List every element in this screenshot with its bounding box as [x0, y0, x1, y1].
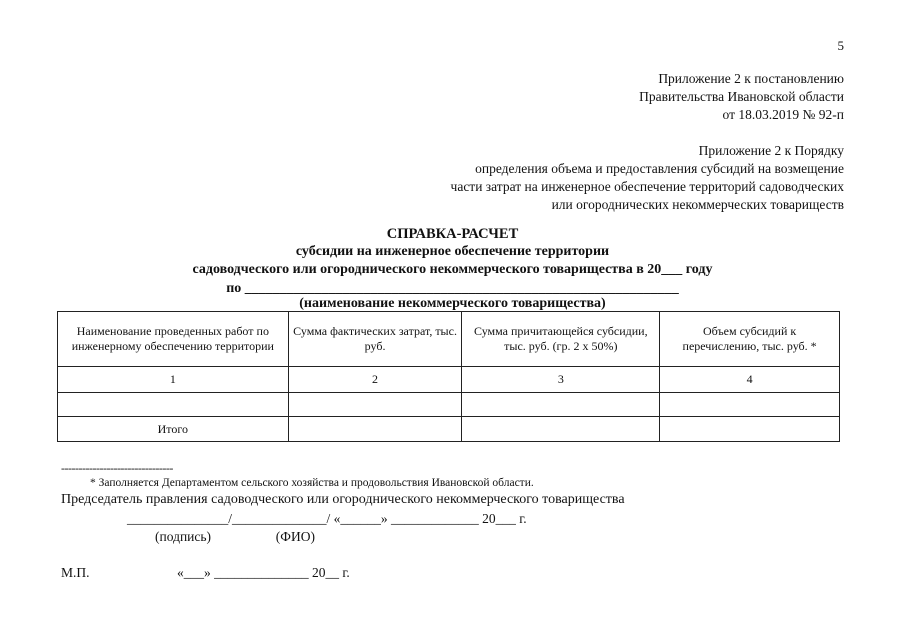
column-number: 3 — [462, 367, 660, 393]
column-header-actual-costs: Сумма фактических затрат, тыс. руб. — [288, 312, 462, 367]
column-header-works: Наименование проведенных работ по инженерному обеспечению территории — [58, 312, 289, 367]
document-title: СПРАВКА-РАСЧЕТ — [386, 226, 519, 242]
annex-resolution-block — [639, 70, 844, 124]
signature-line: _______________/______________/ «______» _____________ 20___ г. — [127, 511, 527, 526]
page-number: 5 — [837, 38, 844, 53]
table-cell[interactable] — [660, 417, 840, 442]
annex-procedure-line: Приложение 2 к Порядку — [698, 143, 844, 158]
signature-captions — [155, 529, 315, 545]
footnote-separator: -------------------------------- — [61, 461, 173, 475]
total-label: Итого — [58, 417, 289, 442]
chairman-label: Председатель правления садоводческого или огороднического некоммерческого товарищества — [61, 492, 625, 507]
signature-caption: (подпись) — [155, 529, 212, 544]
column-number: 1 — [58, 367, 289, 393]
table-cell[interactable] — [462, 417, 660, 442]
column-number-row — [58, 367, 840, 393]
annex-procedure-line: или огороднических некоммерческих товариществ — [551, 197, 844, 212]
table-header-row — [58, 312, 840, 367]
column-header-subsidy-transfer: Объем субсидий к перечислению, тыс. руб. * — [660, 312, 840, 367]
column-header-subsidy-due: Сумма причитающейся субсидии, тыс. руб. (гр. 2 x 50%) — [462, 312, 660, 367]
footnote-text: * Заполняется Департаментом сельского хозяйства и продовольствия Ивановской области. — [90, 477, 534, 489]
stamp-label: М.П. — [61, 565, 90, 580]
table-cell[interactable] — [462, 393, 660, 417]
annex-resolution-line: Правительства Ивановской области — [639, 89, 844, 104]
annex-procedure-block — [451, 142, 844, 214]
stamp-date-line: «___» ______________ 20__ г. — [177, 565, 350, 580]
annex-resolution-line: от 18.03.2019 № 92-п — [722, 107, 844, 122]
full-name-caption: (ФИО) — [275, 529, 315, 544]
column-number: 2 — [288, 367, 462, 393]
table-cell[interactable] — [288, 417, 462, 442]
partnership-name-caption: (наименование некоммерческого товарищества) — [299, 296, 606, 311]
table-cell[interactable] — [660, 393, 840, 417]
document-subtitle: субсидии на инженерное обеспечение территории — [295, 244, 610, 259]
document-subtitle-year: садоводческого или огороднического некоммерческого товарищества в 20___ году — [192, 262, 713, 277]
annex-procedure-line: части затрат на инженерное обеспечение территорий садоводческих — [450, 179, 844, 194]
annex-resolution-line: Приложение 2 к постановлению — [658, 71, 844, 86]
annex-procedure-line: определения объема и предоставления субсидий на возмещение — [475, 161, 844, 176]
table-cell[interactable] — [288, 393, 462, 417]
partnership-name-line: по ______________________________________________________________ — [226, 281, 679, 296]
calculation-table — [57, 311, 840, 442]
table-cell[interactable] — [58, 393, 289, 417]
table-row — [58, 393, 840, 417]
column-number: 4 — [660, 367, 840, 393]
total-row — [58, 417, 840, 442]
